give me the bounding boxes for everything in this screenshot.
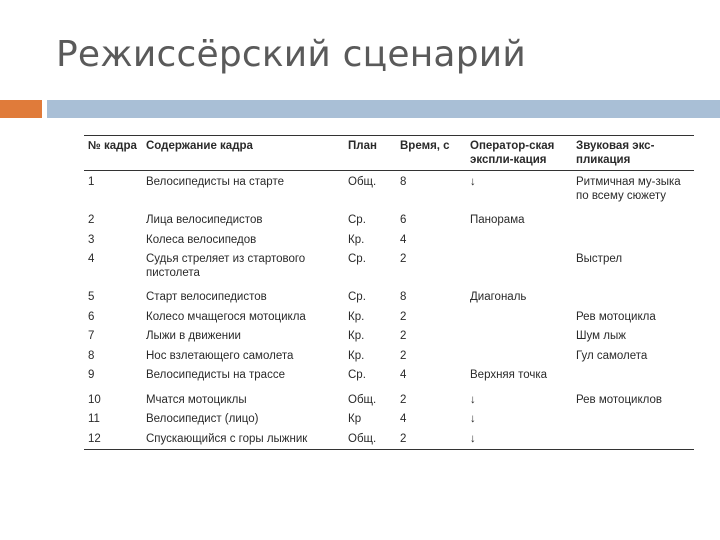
script-table-container [84,135,681,450]
cell-camera: Панорама [470,214,525,226]
cell-sound [572,410,694,430]
cell-frame-number: 4 [88,253,95,265]
table-row [84,250,694,288]
cell-camera: Диагональ [470,291,527,303]
cell-sound: Ритмичная му-зыка по всему сюжету [576,176,681,202]
cell-sound: Выстрел [576,253,623,265]
cell-time: 2 [400,253,407,265]
cell-camera [466,231,572,251]
cell-shot: Общ. [348,393,377,406]
cell-sound [572,211,694,231]
cell-frame-content: Колесо мчащегося мотоцикла [146,310,306,323]
cell-time: 2 [400,393,407,406]
table-row [84,327,694,347]
cell-frame-number: 1 [88,176,95,188]
script-table [84,135,694,450]
cell-frame-content: Старт велосипедистов [146,291,267,303]
col-header-shot: План [344,136,396,171]
col-header-frame-content: Содержание кадра [142,136,344,171]
cell-time: 8 [400,176,407,188]
table-row [84,288,694,308]
cell-shot: Общ. [344,430,396,450]
cell-frame-content: Спускающийся с горы лыжник [142,430,344,450]
cell-frame-number: 10 [88,393,101,406]
cell-sound [572,430,694,450]
cell-time: 2 [396,430,466,450]
cell-sound [572,288,694,308]
cell-frame-content: Нос взлетающего самолета [146,349,294,362]
cell-camera [466,308,572,328]
cell-sound [572,231,694,251]
cell-camera [466,327,572,347]
cell-frame-content: Велосипедисты на старте [146,176,284,188]
cell-sound: Рев мотоцикла [576,310,656,323]
col-header-time: Время, с [396,136,466,171]
cell-frame-content: Судья стреляет из стартового пистолета [146,253,306,279]
cell-shot: Кр. [348,349,365,362]
cell-sound [572,366,694,391]
page-title: Режиссёрский сценарий [56,34,526,75]
cell-time: 4 [400,369,407,381]
table-row [84,231,694,251]
cell-time: 2 [400,310,407,323]
cell-shot: Кр. [348,330,365,342]
cell-time: 2 [400,349,407,362]
cell-frame-number: 3 [88,233,95,246]
col-header-frame-number: № кадра [84,136,142,171]
col-header-camera: Оператор-ская экспли-кация [466,136,572,171]
accent-bar-orange [0,100,42,118]
table-row [84,308,694,328]
cell-sound: Шум лыж [576,330,626,342]
table-body [84,171,694,450]
cell-camera: ↓ [470,393,476,406]
col-header-sound: Звуковая экс-пликация [572,136,694,171]
table-row [84,391,694,411]
cell-shot: Кр. [348,310,365,323]
cell-frame-number: 5 [88,291,95,303]
table-row [84,347,694,367]
table-row [84,410,694,430]
cell-shot: Кр [348,413,362,425]
cell-frame-content: Лица велосипедистов [146,214,263,226]
cell-shot: Ср. [348,291,366,303]
cell-frame-number: 7 [88,330,95,342]
accent-bar-blue [47,100,720,118]
cell-sound: Рев мотоциклов [576,393,662,406]
cell-camera [466,250,572,288]
cell-camera [466,347,572,367]
cell-time: 8 [400,291,407,303]
table-header-row [84,136,694,171]
cell-frame-number: 2 [88,214,95,226]
cell-sound: Гул самолета [576,349,648,362]
cell-shot: Общ. [348,176,377,188]
cell-camera: ↓ [470,413,476,425]
cell-shot: Ср. [348,214,366,226]
cell-camera: Верхняя точка [470,369,548,381]
cell-time: 2 [400,330,407,342]
table-row [84,171,694,212]
cell-frame-number: 12 [84,430,142,450]
cell-shot: Ср. [348,369,366,381]
cell-frame-number: 11 [88,413,100,425]
table-row [84,366,694,391]
cell-frame-content: Колеса велосипедов [146,233,257,246]
cell-camera: ↓ [466,430,572,450]
cell-frame-content: Велосипедисты на трассе [146,369,285,381]
cell-frame-content: Лыжи в движении [146,330,241,342]
cell-frame-number: 8 [88,349,95,362]
cell-time: 4 [400,413,407,425]
table-row [84,211,694,231]
cell-time: 4 [400,233,407,246]
table-row [84,430,694,450]
cell-shot: Кр. [348,233,365,246]
cell-shot: Ср. [348,253,366,265]
cell-frame-number: 6 [88,310,95,323]
cell-time: 6 [400,214,407,226]
cell-frame-content: Велосипедист (лицо) [146,413,259,425]
cell-frame-number: 9 [88,369,95,381]
cell-frame-content: Мчатся мотоциклы [146,393,247,406]
cell-camera: ↓ [470,176,476,188]
